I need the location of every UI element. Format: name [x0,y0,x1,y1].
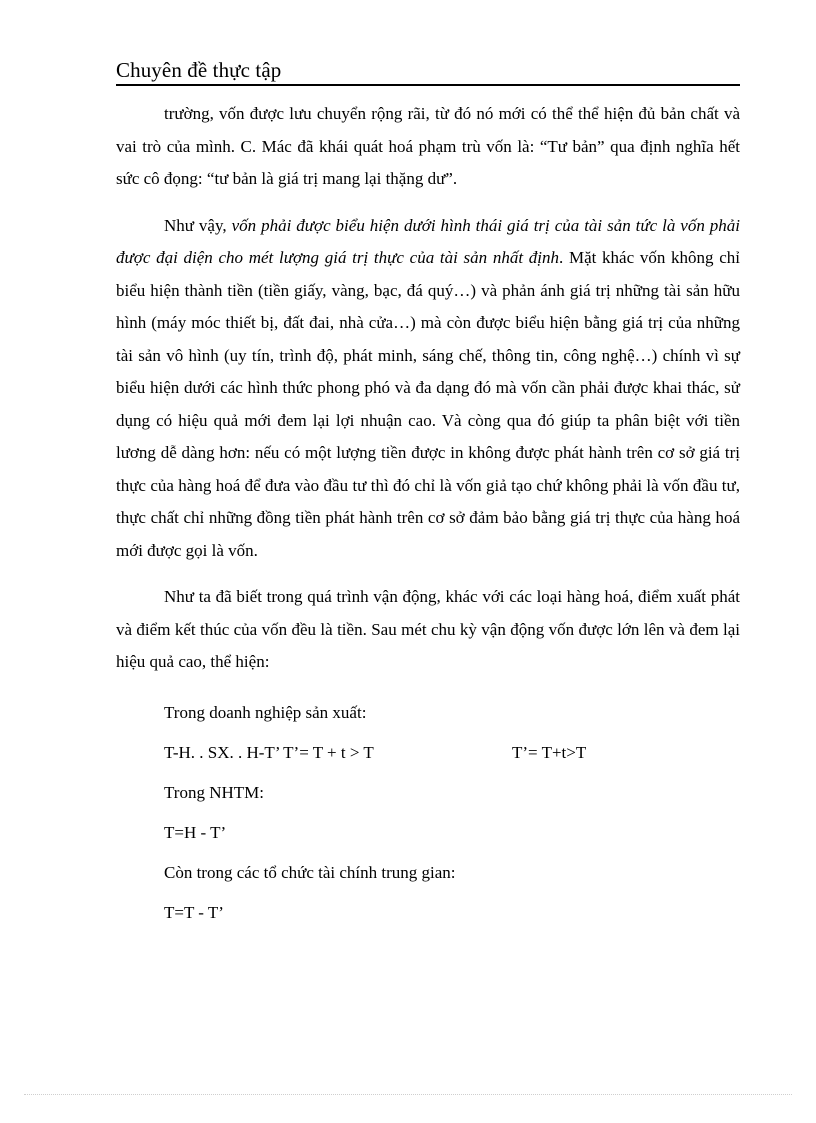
page-header [116,56,740,86]
formula-block [116,693,740,933]
document-body [116,98,740,933]
formula-bank: T=H - T’ [164,822,227,842]
formula-production-right: T’= T+t>T [512,742,587,762]
header-title: Chuyên đề thực tập [116,58,282,82]
label-bank: Trong NHTM: [164,782,264,802]
label-financial: Còn trong các tổ chức tài chính trung gian: [164,862,456,882]
paragraph-2-italic: vốn phải được biểu hiện dưới hình thái giá trị của tài sản tức là vốn phải được đại diện cho mét lượng giá trị thực của tài sản nhất định [116,215,741,267]
paragraph-1: trường, vốn được lưu chuyển rộng rãi, từ đó nó mới có thể thể hiện đủ bản chất và vai trò của mình. C. Mác đã khái quát hoá phạm trù vốn là: “Tư bản” qua định nghĩa hết sức cô đọng: “tư bản là giá trị mang lại thặng dư”. [116,104,740,188]
formula-production-line [164,733,740,773]
formula-financial: T=T - T’ [164,902,224,922]
paragraph-2-rest: . Mặt khác vốn không chỉ biểu hiện thành tiền (tiền giấy, vàng, bạc, đá quý…) và phản ánh giá trị những tài sản hữu hình (máy móc thiết bị, đất đai, nhà cửa…) mà còn được biểu hiện bằng giá trị của những tài sản vô hình (uy tín, trình độ, phát minh, sáng chế, thông tin, công nghệ…) chính vì sự biểu hiện dưới các hình thức phong phó và đa dạng đó mà vốn cần phải được khai thác, sử dụng có hiệu quả mới đem lại lợi nhuận cao. Và còng qua đó giúp ta phân biệt với tiền lương dễ dàng hơn: nếu có một lượng tiền được in không được phát hành trên cơ sở giá trị thực của hàng hoá để đưa vào đầu tư thì đó chỉ là vốn giả tạo chứ không phải là vốn đầu tư, thực chất chỉ những đồng tiền phát hành trên cơ sở đảm bảo bằng giá trị thực của hàng hoá mới được gọi là vốn. [116,248,741,560]
paragraph-2-lead: Như vậy, [164,215,232,235]
paragraph-3: Như ta đã biết trong quá trình vận động, khác với các loại hàng hoá, điểm xuất phát và điểm kết thúc của vốn đều là tiền. Sau mét chu kỳ vận động vốn được lớn lên và đem lại hiệu quả cao, thể hiện: [116,587,740,671]
page-bottom-divider [24,1094,792,1095]
label-production: Trong doanh nghiệp sản xuất: [164,702,367,722]
paragraph-2 [116,210,740,568]
formula-production-left: T-H. . SX. . H-T’ T’= T + t > T [164,742,374,762]
